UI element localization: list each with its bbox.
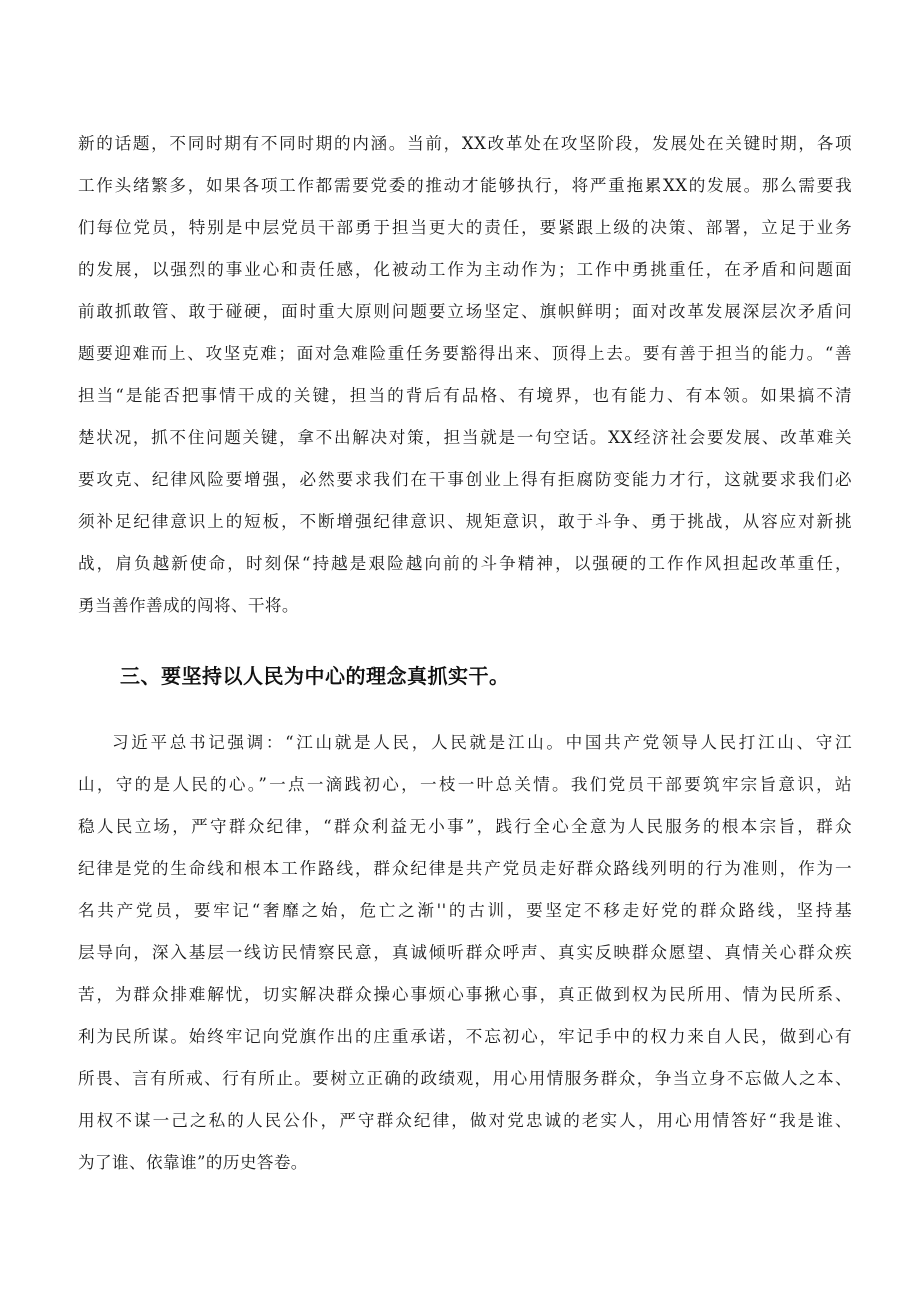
paragraph-line: 利为民所谋。始终牢记向党旗作出的庄重承诺，不忘初心，牢记手中的权力来自人民，做到心有: [78, 1027, 852, 1046]
paragraph-line: 纪律是党的生命线和根本工作路线，群众纪律是共产党员走好群众路线列明的行为准则，作为一: [78, 859, 852, 878]
paragraph-line: 勇当善作善成的闯将、干将。: [78, 596, 299, 615]
paragraph-line: 层导向，深入基层一线访民情察民意，真诚倾听群众呼声、真实反映群众愿望、真情关心群众疾: [78, 943, 852, 962]
paragraph-line: 题要迎难而上、攻坚克难；面对急难险重任务要豁得出来、顶得上去。要有善于担当的能力。“善: [78, 344, 852, 363]
paragraph-line: 苦，为群众排难解忧，切实解决群众操心事烦心事揪心事，真正做到权为民所用、情为民所系、: [78, 985, 852, 1004]
paragraph-line: 名共产党员，要牢记“奢靡之始，危亡之渐''的古训，要坚定不移走好党的群众路线，坚持基: [78, 901, 852, 920]
paragraph-line: 战，肩负越新使命，时刻保“持越是艰险越向前的斗争精神，以强硬的工作作风担起改革重任，: [78, 554, 852, 573]
paragraph-line: 前敢抓敢管、敢于碰硬，面时重大原则问题要立场坚定、旗帜鲜明；面对改革发展深层次矛盾问: [78, 302, 852, 321]
paragraph-line: 用权不谋一己之私的人民公仆，严守群众纪律，做对党忠诚的老实人，用心用情答好“我是谁、: [78, 1111, 852, 1130]
paragraph-line: 新的话题，不同时期有不同时期的内涵。当前，XX改革处在攻坚阶段，发展处在关键时期，各项: [78, 134, 852, 153]
paragraph-line: 稳人民立场，严守群众纪律，“群众利益无小事”，践行全心全意为人民服务的根本宗旨，群众: [78, 817, 852, 836]
paragraph-line: 担当“是能否把事情干成的关键，担当的背后有品格、有境界，也有能力、有本领。如果搞不清: [78, 386, 852, 405]
paragraph-line: 习近平总书记强调：“江山就是人民，人民就是江山。中国共产党领导人民打江山、守江: [112, 733, 852, 752]
paragraph-line: 所畏、言有所戒、行有所止。要树立正确的政绩观，用心用情服务群众，争当立身不忘做人之本、: [78, 1069, 852, 1088]
paragraph-line: 楚状况，抓不住问题关键，拿不出解决对策，担当就是一句空话。XX经济社会要发展、改革难关: [78, 428, 852, 447]
paragraph-line: 的发展，以强烈的事业心和责任感，化被动工作为主动作为；工作中勇挑重任，在矛盾和问题面: [78, 260, 852, 279]
paragraph-line: 要攻克、纪律风险要增强，必然要求我们在干事创业上得有拒腐防变能力才行，这就要求我们必: [78, 470, 852, 489]
paragraph-line: 须补足纪律意识上的短板，不断增强纪律意识、规矩意识，敢于斗争、勇于挑战，从容应对新挑: [78, 512, 852, 531]
paragraph-line: 们每位党员，特别是中层党员干部勇于担当更大的责任，要紧跟上级的决策、部署，立足于业务: [78, 218, 852, 237]
paragraph-line: 工作头绪繁多，如果各项工作都需要党委的推动才能够执行，将严重拖累XX的发展。那么需要我: [78, 176, 852, 195]
section-heading: 三、要坚持以人民为中心的理念真抓实干。: [120, 664, 510, 688]
paragraph-line: 山，守的是人民的心。”一点一滴践初心，一枝一叶总关情。我们党员干部要筑牢宗旨意识，站: [78, 775, 852, 794]
paragraph-line: 为了谁、依靠谁”的历史答卷。: [78, 1153, 308, 1172]
